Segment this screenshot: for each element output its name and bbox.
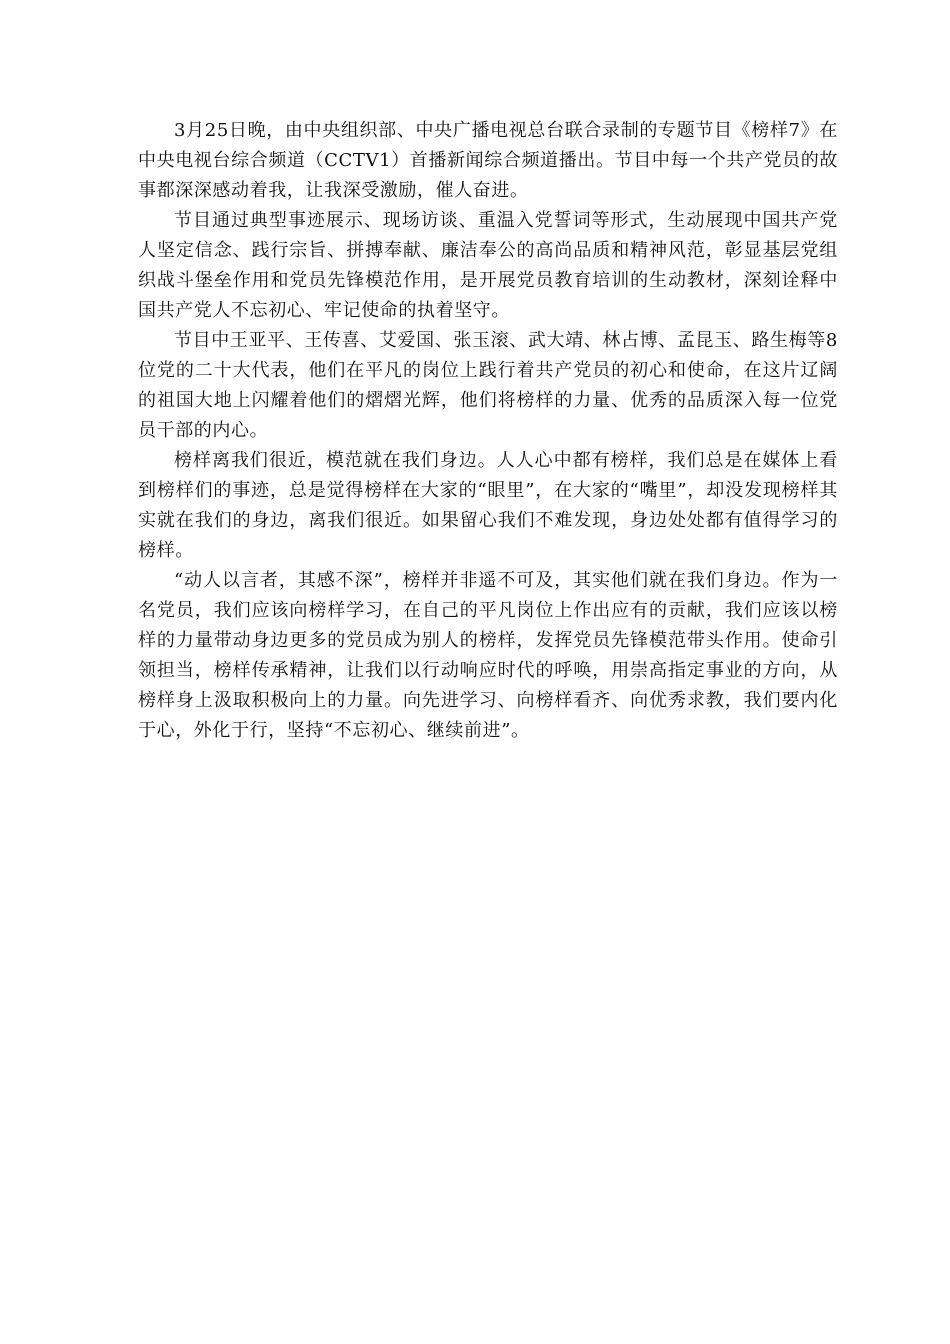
document-body [138, 116, 838, 746]
paragraph-3: 节目中王亚平、王传喜、艾爱国、张玉滚、武大靖、林占博、孟昆玉、路生梅等8位党的二十大代表，他们在平凡的岗位上践行着共产党员的初心和使命，在这片辽阔的祖国大地上闪耀着他们的熠熠光辉，他们将榜样的力量、优秀的品质深入每一位党员干部的内心。 [138, 330, 838, 441]
paragraph-5: “动人以言者，其感不深”，榜样并非遥不可及，其实他们就在我们身边。作为一名党员，我们应该向榜样学习，在自己的平凡岗位上作出应有的贡献，我们应该以榜样的力量带动身边更多的党员成为别人的榜样，发挥党员先锋模范带头作用。使命引领担当，榜样传承精神，让我们以行动响应时代的呼唤，用崇高指定事业的方向，从榜样身上汲取积极向上的力量。向先进学习、向榜样看齐、向优秀求教，我们要内化于心，外化于行，坚持“不忘初心、继续前进”。 [138, 570, 838, 741]
paragraph-2: 节目通过典型事迹展示、现场访谈、重温入党誓词等形式，生动展现中国共产党人坚定信念、践行宗旨、拼搏奉献、廉洁奉公的高尚品质和精神风范，彰显基层党组织战斗堡垒作用和党员先锋模范作用，是开展党员教育培训的生动教材，深刻诠释中国共产党人不忘初心、牢记使命的执着坚守。 [138, 210, 838, 321]
paragraph-1: 3月25日晚，由中央组织部、中央广播电视总台联合录制的专题节目《榜样7》在中央电视台综合频道（CCTV1）首播新闻综合频道播出。节目中每一个共产党员的故事都深深感动着我，让我深受激励，催人奋进。 [138, 120, 838, 201]
paragraph-4: 榜样离我们很近，模范就在我们身边。人人心中都有榜样，我们总是在媒体上看到榜样们的事迹，总是觉得榜样在大家的“眼里”，在大家的“嘴里”，却没发现榜样其实就在我们的身边，离我们很近。如果留心我们不难发现，身边处处都有值得学习的榜样。 [138, 450, 838, 561]
